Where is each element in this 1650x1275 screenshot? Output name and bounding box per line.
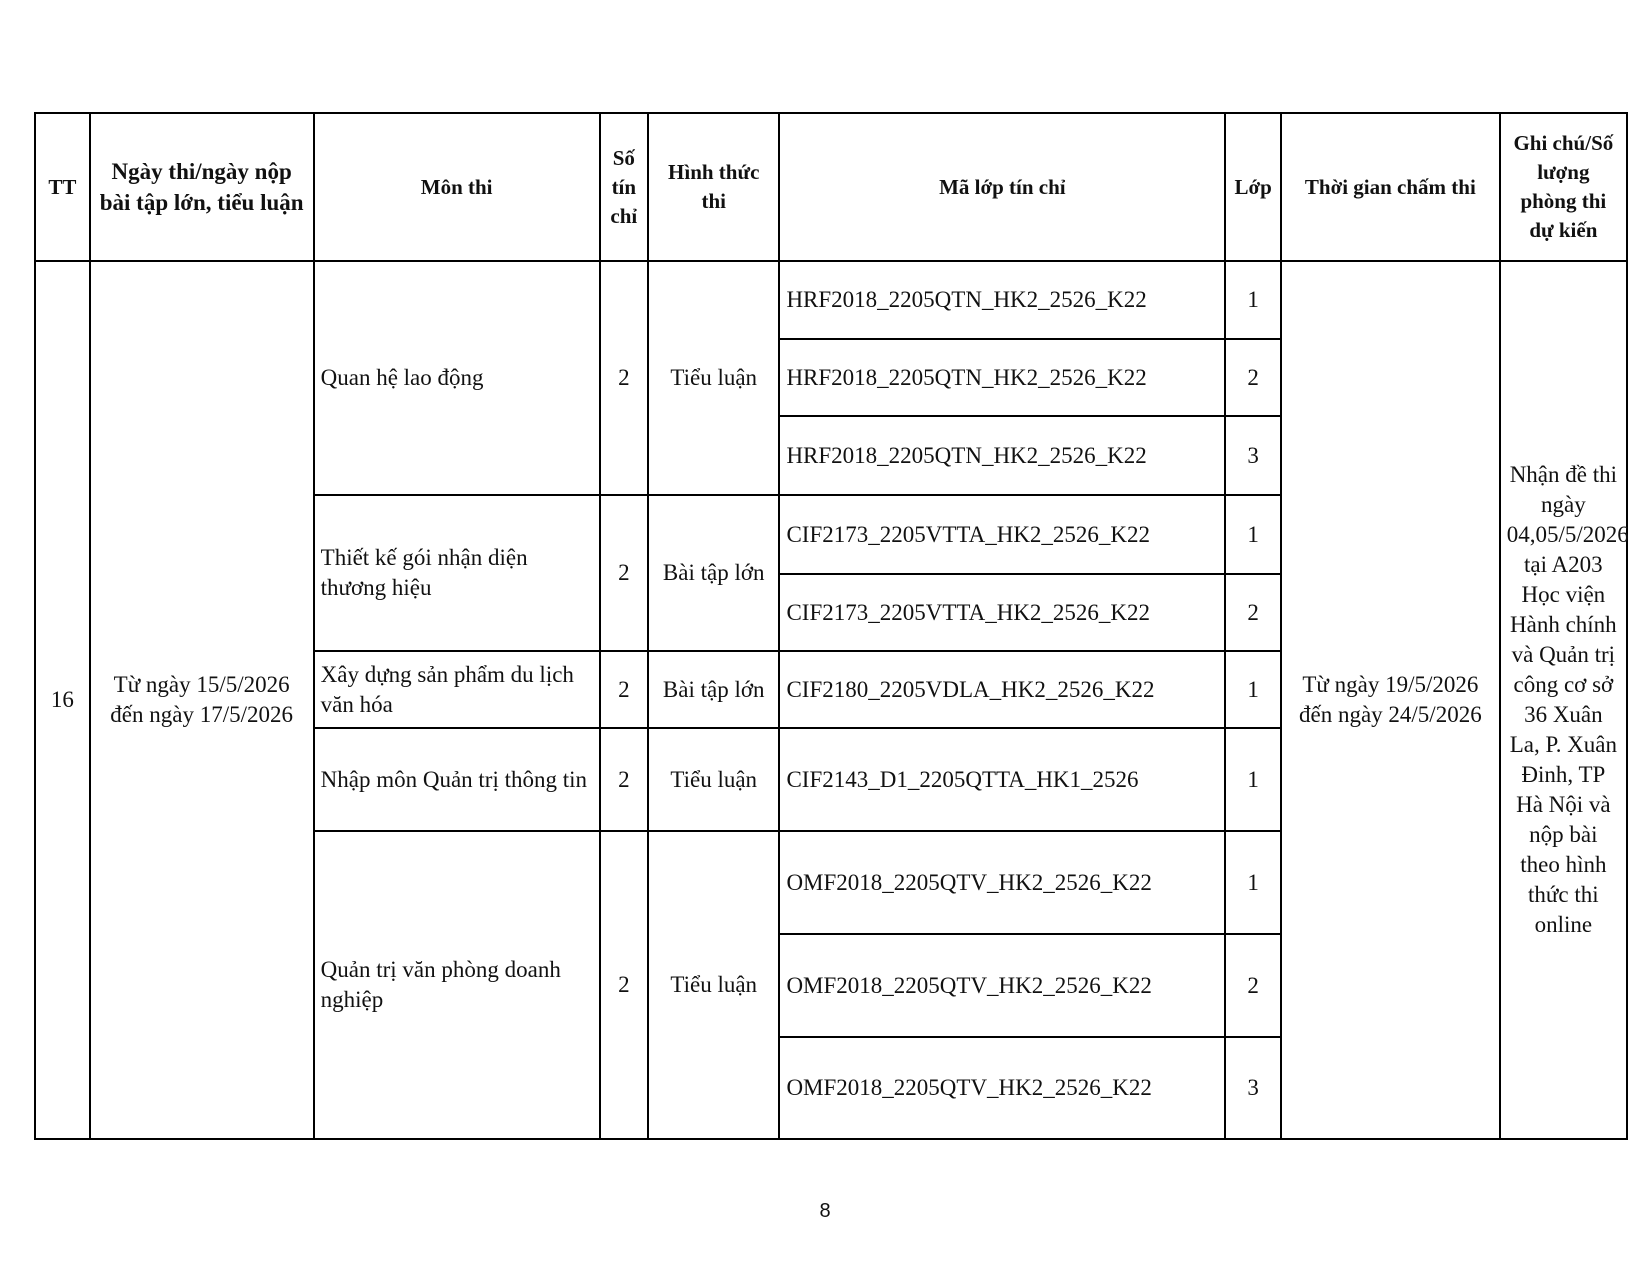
cell-class-code: OMF2018_2205QTV_HK2_2526_K22 bbox=[779, 831, 1225, 934]
cell-class-code: CIF2180_2205VDLA_HK2_2526_K22 bbox=[779, 651, 1225, 728]
cell-grading-time: Từ ngày 19/5/2026 đến ngày 24/5/2026 bbox=[1281, 261, 1500, 1139]
header-note: Ghi chú/Số lượng phòng thi dự kiến bbox=[1500, 113, 1627, 261]
cell-subject: Quan hệ lao động bbox=[314, 261, 600, 495]
exam-schedule-table bbox=[34, 112, 1628, 1140]
cell-class-code: OMF2018_2205QTV_HK2_2526_K22 bbox=[779, 1037, 1225, 1139]
cell-class: 3 bbox=[1225, 416, 1281, 495]
page-number: 8 bbox=[819, 1200, 831, 1222]
cell-class: 3 bbox=[1225, 1037, 1281, 1139]
cell-class: 1 bbox=[1225, 651, 1281, 728]
cell-subject: Quản trị văn phòng doanh nghiệp bbox=[314, 831, 600, 1139]
header-row bbox=[35, 113, 1627, 261]
header-class: Lớp bbox=[1225, 113, 1281, 261]
cell-format: Tiểu luận bbox=[648, 831, 779, 1139]
cell-note: Nhận đề thi ngày 04,05/5/2026 tại A203 Học viện Hành chính và Quản trị công cơ sở 36 Xuân La, P. Xuân Đinh, TP Hà Nội và nộp bài theo hình thức thi online bbox=[1500, 261, 1627, 1139]
cell-class: 2 bbox=[1225, 934, 1281, 1037]
cell-class-code: OMF2018_2205QTV_HK2_2526_K22 bbox=[779, 934, 1225, 1037]
cell-class-code: CIF2143_D1_2205QTTA_HK1_2526 bbox=[779, 728, 1225, 831]
header-subject: Môn thi bbox=[314, 113, 600, 261]
cell-class-code: CIF2173_2205VTTA_HK2_2526_K22 bbox=[779, 574, 1225, 651]
cell-credits: 2 bbox=[600, 651, 648, 728]
header-date-text: Ngày thi/ngày nộp bài tập lớn, tiểu luận bbox=[99, 159, 304, 215]
header-tt: TT bbox=[35, 113, 90, 261]
cell-format: Tiểu luận bbox=[648, 261, 779, 495]
header-date bbox=[90, 113, 314, 261]
cell-date: Từ ngày 15/5/2026 đến ngày 17/5/2026 bbox=[90, 261, 314, 1139]
cell-format: Bài tập lớn bbox=[648, 651, 779, 728]
table-row bbox=[35, 261, 1627, 339]
cell-credits: 2 bbox=[600, 728, 648, 831]
cell-credits: 2 bbox=[600, 261, 648, 495]
cell-format: Bài tập lớn bbox=[648, 495, 779, 651]
cell-class-code: HRF2018_2205QTN_HK2_2526_K22 bbox=[779, 339, 1225, 416]
cell-subject: Xây dựng sản phẩm du lịch văn hóa bbox=[314, 651, 600, 728]
cell-class: 2 bbox=[1225, 574, 1281, 651]
cell-credits: 2 bbox=[600, 831, 648, 1139]
cell-class: 1 bbox=[1225, 261, 1281, 339]
cell-class: 1 bbox=[1225, 728, 1281, 831]
cell-class-code: HRF2018_2205QTN_HK2_2526_K22 bbox=[779, 416, 1225, 495]
header-class-code: Mã lớp tín chỉ bbox=[779, 113, 1225, 261]
cell-class: 1 bbox=[1225, 495, 1281, 574]
cell-format: Tiểu luận bbox=[648, 728, 779, 831]
cell-class: 2 bbox=[1225, 339, 1281, 416]
header-format: Hình thức thi bbox=[648, 113, 779, 261]
cell-subject: Nhập môn Quản trị thông tin bbox=[314, 728, 600, 831]
cell-subject: Thiết kế gói nhận diện thương hiệu bbox=[314, 495, 600, 651]
cell-tt: 16 bbox=[35, 261, 90, 1139]
cell-class-code: HRF2018_2205QTN_HK2_2526_K22 bbox=[779, 261, 1225, 339]
header-grading-time: Thời gian chấm thi bbox=[1281, 113, 1500, 261]
cell-credits: 2 bbox=[600, 495, 648, 651]
cell-class-code: CIF2173_2205VTTA_HK2_2526_K22 bbox=[779, 495, 1225, 574]
cell-class: 1 bbox=[1225, 831, 1281, 934]
header-credits: Số tín chỉ bbox=[600, 113, 648, 261]
